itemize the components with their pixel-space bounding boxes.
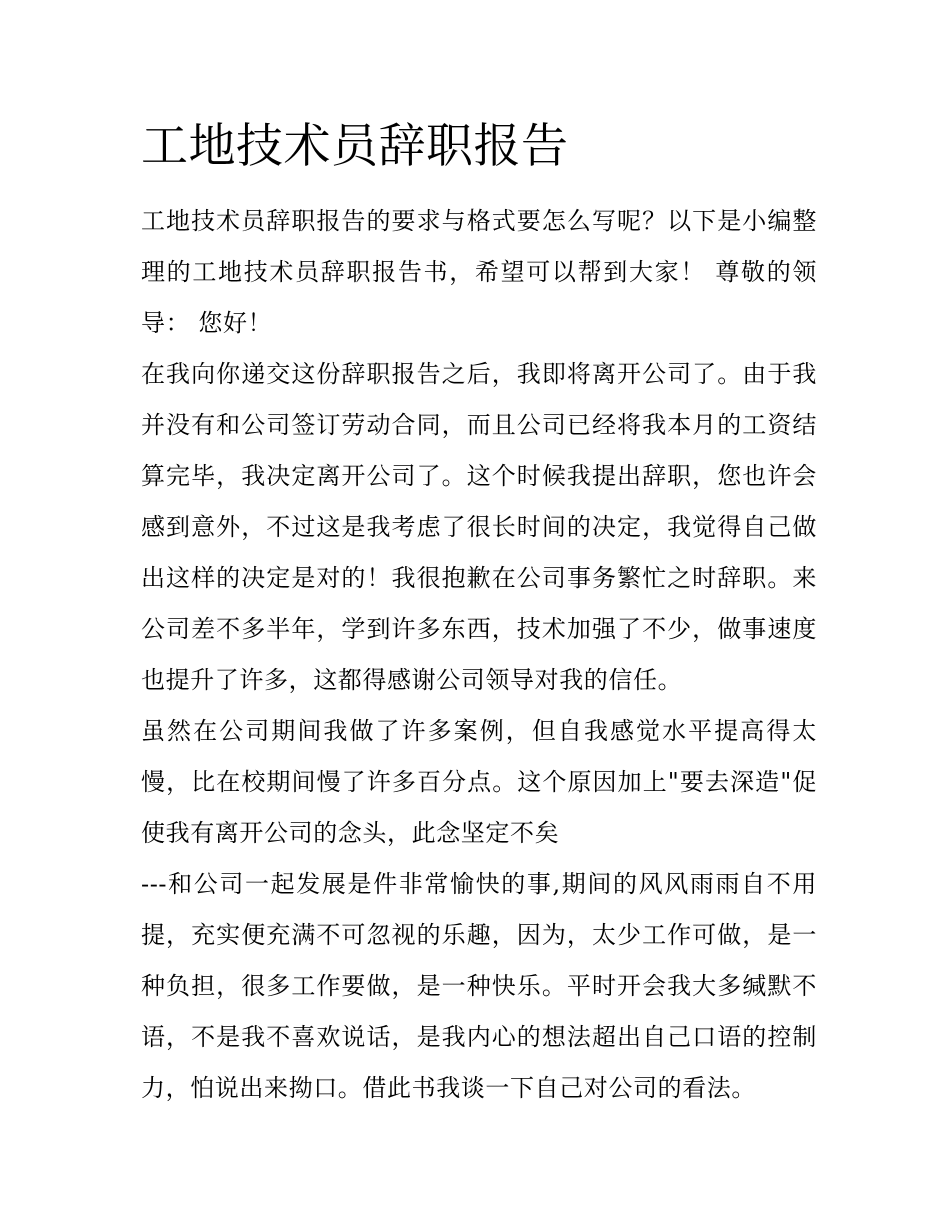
document-title: 工地技术员辞职报告 bbox=[141, 119, 569, 174]
paragraph-further-study: 虽然在公司期间我做了许多案例，但自我感觉水平提高得太慢，比在校期间慢了许多百分点。这个原因加上"要去深造"促使我有离开公司的念头，此念坚定不矣 bbox=[141, 717, 817, 847]
paragraph-greeting: 工地技术员辞职报告的要求与格式要怎么写呢？以下是小编整理的工地技术员辞职报告书，希望可以帮到大家！ 尊敬的领导： 您好！ bbox=[141, 207, 817, 337]
paragraph-company-experience: ---和公司一起发展是件非常愉快的事,期间的风风雨雨自不用提，充实便充满不可忽视的乐趣，因为，太少工作可做，是一种负担，很多工作要做，是一种快乐。平时开会我大多缄默不语，不是我不喜欢说话，是我内心的想法超出自己口语的控制力，怕说出来拗口。借此书我谈一下自己对公司的看法。 bbox=[141, 870, 817, 1102]
paragraph-resignation-reason: 在我向你递交这份辞职报告之后，我即将离开公司了。由于我并没有和公司签订劳动合同，而且公司已经将我本月的工资结算完毕，我决定离开公司了。这个时候我提出辞职，您也许会感到意外，不过这是我考虑了很长时间的决定，我觉得自己做出这样的决定是对的！我很抱歉在公司事务繁忙之时辞职。来公司差不多半年，学到许多东西，技术加强了不少，做事速度也提升了许多，这都得感谢公司领导对我的信任。 bbox=[141, 360, 817, 694]
document-body bbox=[141, 196, 817, 1114]
